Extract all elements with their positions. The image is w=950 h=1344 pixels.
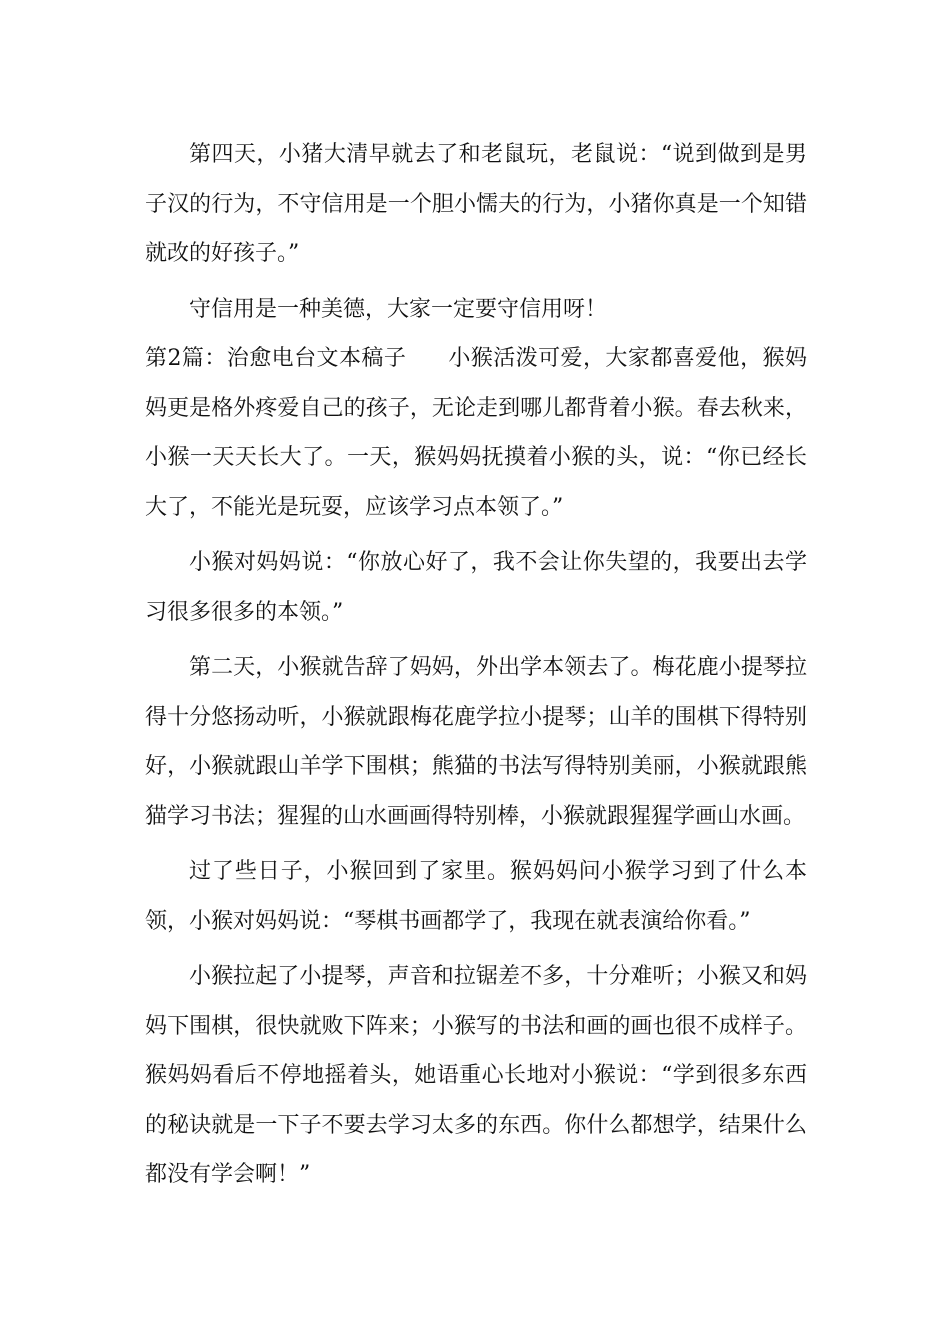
paragraph-moral: 守信用是一种美德，大家一定要守信用呀！ xyxy=(189,296,608,322)
paragraph-day-four: 第四天，小猪大清早就去了和老鼠玩，老鼠说：“说到做到是男子汉的行为，不守信用是一个胆小懦夫的行为，小猪你真是一个知错就改的好孩子。” xyxy=(145,142,807,266)
section-heading-line xyxy=(145,334,807,532)
paragraph-monkey-lesson: 小猴拉起了小提琴，声音和拉锯差不多，十分难听；小猴又和妈妈下围棋，很快就败下阵来；小猴写的书法和画的画也很不成样子。猴妈妈看后不停地摇着头，她语重心长地对小猴说：“学到很多东西的秘诀就是一下子不要去学习太多的东西。你什么都想学，结果什么都没有学会啊！” xyxy=(145,964,807,1187)
paragraph-monkey-promise: 小猴对妈妈说：“你放心好了，我不会让你失望的，我要出去学习很多很多的本领。” xyxy=(145,550,807,625)
section-first-paragraph: 小猴活泼可爱，大家都喜爱他，猴妈妈更是格外疼爱自己的孩子，无论走到哪儿都背着小猴。春去秋来，小猴一天天长大了。一天，猴妈妈抚摸着小猴的头，说：“你已经长大了，不能光是玩耍，应该学习点本领了。” xyxy=(145,346,807,520)
section-heading: 第2篇：治愈电台文本稿子 xyxy=(145,346,407,371)
paragraph-monkey-return: 过了些日子，小猴回到了家里。猴妈妈问小猴学习到了什么本领，小猴对妈妈说：“琴棋书画都学了，我现在就表演给你看。” xyxy=(145,859,807,934)
paragraph-monkey-learning: 第二天，小猴就告辞了妈妈，外出学本领去了。梅花鹿小提琴拉得十分悠扬动听，小猴就跟梅花鹿学拉小提琴；山羊的围棋下得特别好，小猴就跟山羊学下围棋；熊猫的书法写得特别美丽，小猴就跟熊猫学习书法；猩猩的山水画画得特别棒，小猴就跟猩猩学画山水画。 xyxy=(145,655,807,829)
document-body xyxy=(145,130,807,1200)
